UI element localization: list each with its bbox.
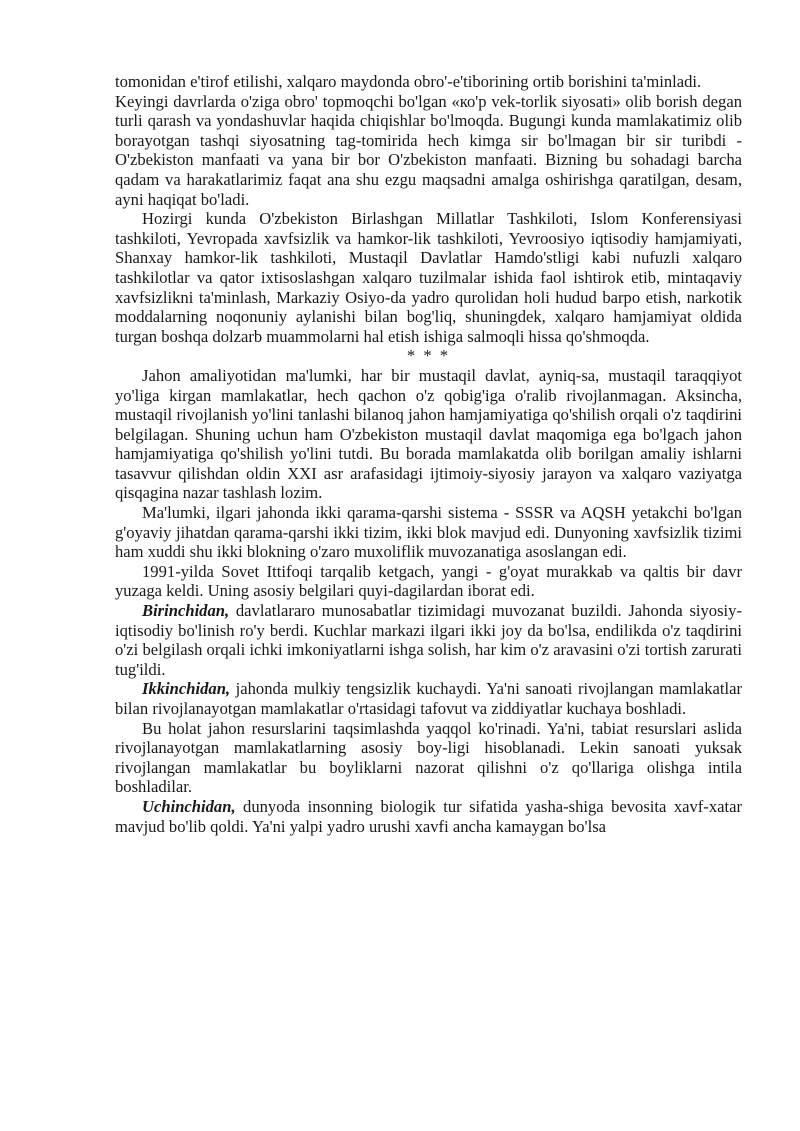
paragraph-8 [115, 679, 742, 718]
section-separator [115, 346, 742, 366]
paragraph-2 [115, 92, 742, 210]
paragraph-text: Keyingi davrlarda o'ziga obro' topmoqchi bo'lgan «ко'р vek-torlik siyosati» olib borish degan turli qarash va yondashuvlar haqida chiqishlar bo'lmoqda. Bugungi kunda mamlakatimiz olib borayotgan tashqi siyosatning tag-tomirida hech kimga sir bo'lmagan bir sir turibdi - O'zbekiston manfaati va yana bir bor O'zbekiston manfaati. Bizning bu sohadagi barcha qadam va harakatlarimiz faqat ana shu ezgu maqsadni amalga oshirishga qaratilgan, desam, ayni haqiqat bo'ladi. [115, 91, 742, 209]
paragraph-text: 1991-yilda Sovet Ittifoqi tarqalib ketgach, yangi - g'oyat murakkab va qaltis bir davr yuzaga keldi. Uning asosiy belgilari quyi-dagilardan iborat edi. [115, 561, 742, 601]
paragraph-text: Hozirgi kunda O'zbekiston Birlashgan Millatlar Tashkiloti, Islom Konferensiyasi tashkiloti, Yevropada xavfsizlik va hamkor-lik tashkiloti, Yevroosiyo iqtisodiy hamjamiyati, Shanxay hamkor-lik tashkiloti, Mustaqil Davlatlar Hamdo'stligi kabi nufuzli xalqaro tashkilotlar va qator ixtisoslashgan xalqaro tuzilmalar ishida faol ishtirok etib, mintaqaviy xavfsizlikni ta'minlash, Markaziy Osiyo-da yadro qurolidan holi hudud barpo etish, narkotik moddalarning noqonuniy aylanishi bilan bog'liq, shuningdek, xalqaro hamjamiyat oldida turgan boshqa dolzarb muammolarni hal etish ishiga salmoqli hissa qo'shmoqda. [115, 209, 742, 346]
paragraph-text: jahonda mulkiy tengsizlik kuchaydi. Ya'ni sanoati rivojlangan mamlakatlar bilan rivojlanayotgan mamlakatlar o'rtasidagi tafovut va ziddiyatlar kuchaya boshladi. [115, 679, 742, 718]
document-page [115, 72, 742, 836]
paragraph-4 [115, 366, 742, 503]
paragraph-10 [115, 797, 742, 836]
paragraph-lead-word: Uchinchidan, [142, 796, 236, 816]
paragraph-text: Bu holat jahon resurslarini taqsimlashda yaqqol ko'rinadi. Ya'ni, tabiat resurslari aslida rivojlanayotgan mamlakatlarning asosiy boy-ligi hisoblanadi. Lekin sanoati yuksak rivojlangan mamlakatlar bu boyliklarni nazorat qilishni o'z qo'llariga olishga intila boshladilar. [115, 718, 742, 797]
paragraph-text: tomonidan e'tirof etilishi, xalqaro maydonda obro'-e'tiborining ortib borishini ta'minladi. [115, 72, 702, 91]
paragraph-3 [115, 209, 742, 346]
paragraph-text: Jahon amaliyotidan ma'lumki, har bir mustaqil davlat, ayniq-sa, mustaqil taraqqiyot yo'liga kirgan mamlakatlar, hech qachon o'z qobig'iga o'ralib rivojlanmagan. Aksincha, mustaqil rivojlanish yo'lini tanlashi bilanoq jahon hamjamiyatiga qo'shilish orqali o'z taqdirini belgilagan. Shuning uchun ham O'zbekiston mustaqil davlat maqomiga ega bo'lgach jahon hamjamiyatiga qo'shilish yo'lini tutdi. Bu borada mamlakatda olib borilgan amaliy ishlarni tasavvur qilishdan oldin XXI asr arafasidagi ijtimoiy-siyosiy jarayon va xalqaro vaziyatga qisqagina nazar tashlash lozim. [115, 365, 742, 503]
paragraph-6 [115, 562, 742, 601]
paragraph-text: davlatlararo munosabatlar tizimidagi muvozanat buzildi. Jahonda siyosiy-iqtisodiy bo'linish ro'y berdi. Kuchlar markazi ilgari ikki joy da bo'lsa, endilikda o'z taqdirini o'zi belgilash orqali ichki imkoniyatlarni ishga solish, har kim o'z aravasini o'zi tortish zarurati tug'ildi. [115, 601, 742, 679]
paragraph-lead-word: Birinchidan, [142, 601, 230, 621]
paragraph-text: Ma'lumki, ilgari jahonda ikki qarama-qarshi sistema - SSSR va AQSH yetakchi bo'lgan g'oyaviy jihatdan qarama-qarshi ikki tizim, ikki blok mavjud edi. Dunyoning xavfsizlik tizimi ham xuddi shu ikki blokning o'zaro muxoliflik muvozanatiga asoslangan edi. [115, 503, 742, 562]
paragraph-text: dunyoda insonning biologik tur sifatida yasha-shiga bevosita xavf-xatar mavjud bo'lib qoldi. Ya'ni yalpi yadro urushi xavfi ancha kamaygan bo'lsa [115, 796, 742, 836]
separator-text: * * * [406, 346, 451, 366]
paragraph-1 [115, 72, 742, 92]
paragraph-lead-word: Ikkinchidan, [142, 679, 231, 699]
paragraph-7 [115, 601, 742, 679]
paragraph-9 [115, 719, 742, 797]
paragraph-5 [115, 503, 742, 562]
